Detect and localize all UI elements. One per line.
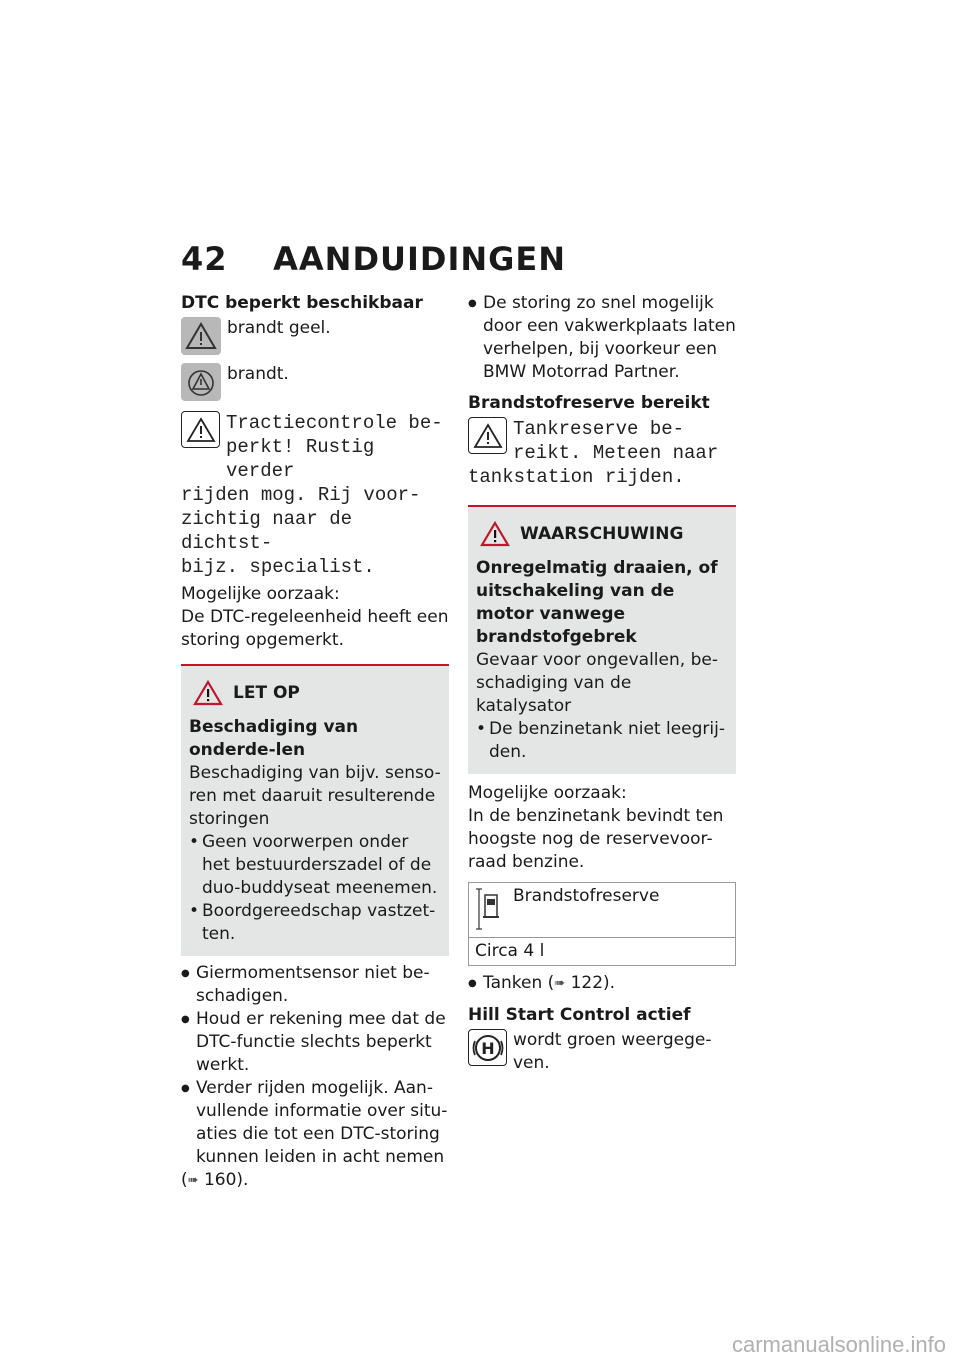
- page-reference[interactable]: (➠ 160).: [181, 1170, 249, 1190]
- dtc-heading: DTC beperkt beschikbaar: [181, 293, 423, 313]
- warning-list: [476, 718, 728, 764]
- list-item[interactable]: ● Tanken (➠ 122).: [468, 972, 736, 996]
- table-label: Brandstofreserve: [513, 886, 660, 906]
- table-label-cell: [469, 883, 736, 938]
- warning-triangle-icon: [181, 363, 221, 401]
- display-text-line: tankstation rijden.: [468, 466, 685, 488]
- warning-title-row: [480, 521, 728, 547]
- list-item: • De benzinetank niet leegrij-den.: [476, 718, 728, 764]
- watermark: carmanualsonline.info: [731, 1332, 946, 1357]
- notice-title: LET OP: [233, 682, 300, 703]
- right-column: [468, 292, 736, 1075]
- warning-triangle-outline-icon: [468, 417, 507, 454]
- warning-triangle-icon: [181, 317, 221, 355]
- hill-state-row: [468, 1029, 736, 1075]
- hill-start-icon: [468, 1029, 507, 1066]
- cause-label: Mogelijke oorzaak:: [468, 783, 627, 803]
- list-item: ● De storing zo snel mogelijk door een vakwerkplaats laten verhelpen, bij voorkeur een BMW Motorrad Partner.: [468, 292, 736, 384]
- display-text-line: Tankreserve be-: [513, 418, 685, 440]
- svg-text:H: H: [480, 1038, 495, 1058]
- dtc-display-row: [181, 411, 449, 483]
- display-text-line: Tractiecontrole be-: [226, 412, 443, 434]
- table-value: Circa 4 l: [469, 938, 736, 966]
- display-text-line: perkt! Rustig verder: [226, 436, 375, 482]
- display-text-line: rijden mog. Rij voor-: [181, 484, 421, 506]
- list-item: ● Giermomentsensor niet be-schadigen.: [181, 962, 449, 1008]
- fuel-reserve-table: [468, 882, 736, 966]
- page-title: AANDUIDINGEN: [273, 240, 567, 278]
- list-item-text: Verder rijden mogelijk. Aan-vullende informatie over situ-aties die tot een DTC-storing kunnen leiden in acht nemen: [196, 1078, 448, 1167]
- dtc-on-row: [181, 363, 449, 401]
- notice-box: [181, 664, 449, 956]
- list-item: [181, 1077, 449, 1169]
- warning-triangle-icon: [480, 521, 510, 547]
- warning-heading: Onregelmatig draaien, of uitschakeling van de motor vanwege brandstofgebrek: [476, 558, 718, 647]
- notice-list: [189, 831, 441, 946]
- fuel-pump-icon: [475, 885, 503, 933]
- hill-state: wordt groen weergege-ven.: [513, 1030, 712, 1073]
- list-item: • Geen voorwerpen onder het bestuurderszadel of de duo-buddyseat meenemen.: [189, 831, 441, 900]
- cause-text: De DTC-regeleenheid heeft een storing opgemerkt.: [181, 607, 449, 650]
- notice-heading: Beschadiging van onderde-len: [189, 717, 359, 760]
- page-ref-arrow-icon: ➠: [554, 976, 566, 991]
- page-ref-arrow-icon: ➠: [187, 1173, 199, 1188]
- left-column: [181, 292, 449, 1193]
- warning-triangle-icon: [193, 680, 223, 706]
- dtc-state-on: brandt.: [227, 364, 289, 384]
- list-item: ● Houd er rekening mee dat de DTC-functie slechts beperkt werkt.: [181, 1008, 449, 1077]
- warning-box: [468, 505, 736, 774]
- cause-label: Mogelijke oorzaak:: [181, 584, 340, 604]
- action-list: [181, 962, 449, 1169]
- warning-triangle-outline-icon: [181, 411, 220, 448]
- refuel-list: [468, 972, 736, 996]
- warning-title: WAARSCHUWING: [520, 523, 684, 544]
- display-text-line: bijz. specialist.: [181, 556, 375, 578]
- fuel-display-row: [468, 417, 736, 465]
- list-item: • Boordgereedschap vastzet-ten.: [189, 900, 441, 946]
- cause-text: In de benzinetank bevindt ten hoogste nog de reservevoor-raad benzine.: [468, 806, 724, 872]
- dtc-state-yellow: brandt geel.: [227, 318, 331, 338]
- display-text-line: zichtig naar de dichtst-: [181, 508, 353, 554]
- top-action-list: [468, 292, 736, 384]
- hill-heading: Hill Start Control actief: [468, 1005, 691, 1025]
- fuel-heading: Brandstofreserve bereikt: [468, 393, 710, 413]
- notice-title-row: [193, 680, 441, 706]
- page-header: [181, 240, 566, 278]
- warning-body: Gevaar voor ongevallen, be-schadiging van de katalysator: [476, 650, 718, 716]
- notice-body: Beschadiging van bijv. senso-ren met daaruit resulterende storingen: [189, 763, 441, 829]
- display-text-line: reikt. Meteen naar: [513, 442, 719, 464]
- dtc-yellow-row: [181, 317, 449, 355]
- page-number: 42: [181, 240, 228, 278]
